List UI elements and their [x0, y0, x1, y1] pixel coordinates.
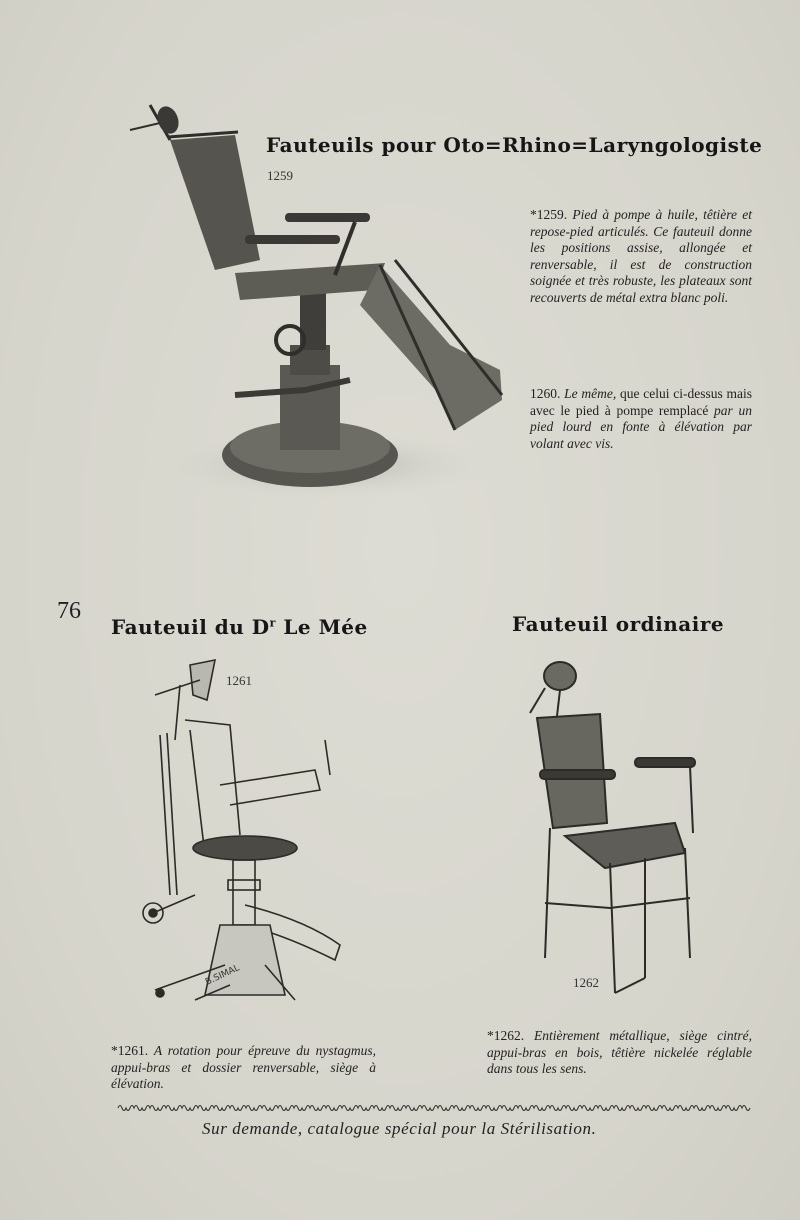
footer-note: Sur demande, catalogue spécial pour la Stérilisation. [202, 1119, 597, 1138]
desc-1262-text: Entièrement métallique, siège cintré, appui-bras en bois, têtière nickelée réglable dans tous les sens. [487, 1028, 752, 1077]
description-1261 [111, 1043, 376, 1093]
desc-1260-text-plain: que celui ci-dessus mais avec le pied à pompe remplacé [530, 386, 753, 418]
section3-title: Fauteuil ordinaire [512, 612, 725, 636]
illustration-1259-chair [110, 95, 510, 495]
description-1260 [530, 386, 752, 452]
fig-1259-label: 1259 [267, 168, 293, 183]
description-1259 [530, 207, 752, 307]
desc-1262-number: *1262. [487, 1028, 525, 1043]
desc-1259-text: Pied à pompe à huile, têtière et repose-pied articulés. Ce fauteuil donne les positions assise, allongée et renversable, il est de construction soignée et très robuste, les plateaux sont recouverts de métal extra blanc poli. [530, 207, 753, 305]
base-marking: B.SIMAL [204, 963, 242, 988]
illustration-1262-chair [525, 658, 725, 1003]
page-number: 76 [57, 598, 81, 624]
wavy-divider [118, 1102, 753, 1114]
section1-title: Fauteuils pour Oto=Rhino=Laryngologiste [266, 133, 763, 157]
desc-1260-number: 1260. [530, 386, 561, 401]
section2-title [111, 615, 368, 639]
fig-1262-label: 1262 [573, 975, 599, 990]
desc-1260-text-italic: par un pied lourd en fonte à élévation par volant avec vis. [530, 402, 752, 451]
section2-title-suffix: Le Mée [275, 615, 368, 639]
desc-1261-text: A rotation pour épreuve du nystagmus, appui-bras et dossier renversable, siège à élévation. [111, 1043, 377, 1092]
desc-1260-lead: Le même, [564, 386, 617, 401]
illustration-1261-chair [135, 655, 355, 1015]
description-1262 [487, 1028, 752, 1078]
section2-title-sup: r [269, 616, 276, 630]
fig-1261-label: 1261 [226, 673, 252, 688]
desc-1261-number: *1261. [111, 1043, 149, 1058]
section2-title-prefix: Fauteuil du D [111, 615, 270, 639]
desc-1259-number: *1259. [530, 207, 568, 222]
